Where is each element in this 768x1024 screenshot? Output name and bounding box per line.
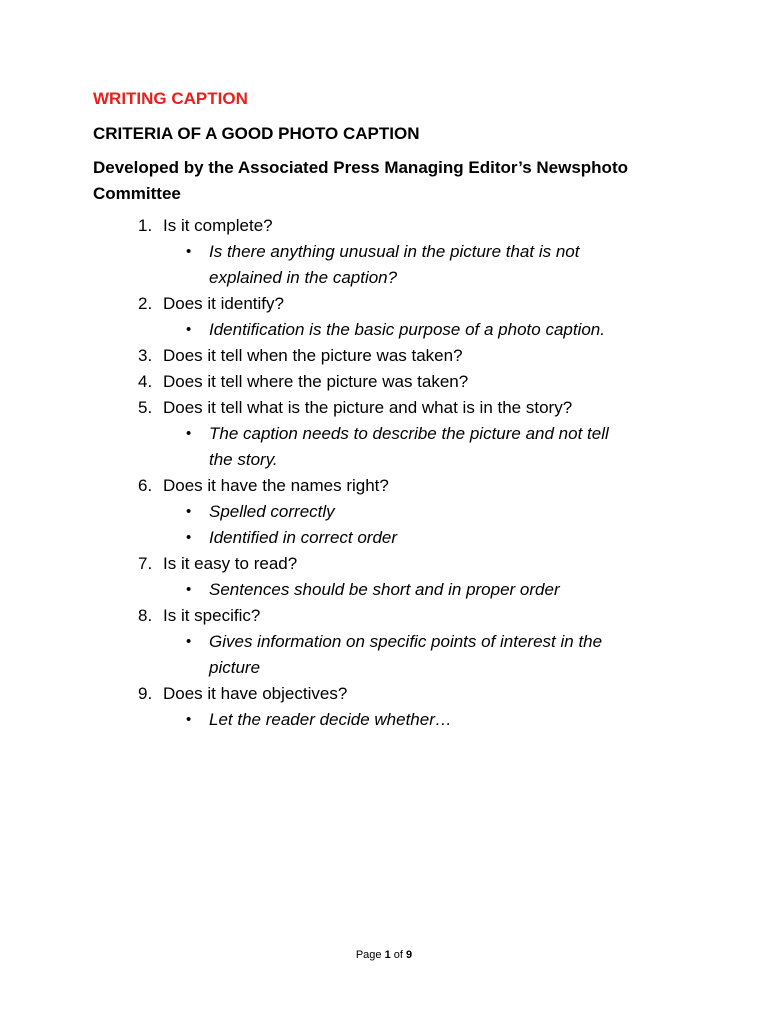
criterion-question: Does it tell where the picture was taken? [163,372,469,391]
criterion-note-text: Let the reader decide whether… [209,710,452,729]
criterion-question: Is it easy to read? [163,554,298,573]
criterion-number: 3. [138,346,153,365]
criterion-note [163,317,629,343]
page-of: of [393,949,403,961]
criterion-question: Does it have objectives? [163,684,348,703]
criterion-note-text: Spelled correctly [209,502,335,521]
criterion-note-text: Sentences should be short and in proper order [209,580,560,599]
criterion-number: 6. [138,476,153,495]
bullet-icon: • [186,633,192,650]
criterion-note-text: Is there anything unusual in the picture that is not explained in the caption? [209,242,580,287]
criterion-item [93,603,693,681]
document-subheading: CRITERIA OF A GOOD PHOTO CAPTION [93,124,420,143]
bullet-icon: • [186,711,192,728]
criterion-note-text: The caption needs to describe the picture and not tell the story. [209,424,609,469]
criterion-notes [163,239,693,291]
criterion-item [93,551,693,603]
criterion-item [93,681,693,733]
criterion-question: Is it specific? [163,606,261,625]
criterion-item [93,473,693,551]
criterion-note-text: Gives information on specific points of interest in the picture [209,632,603,677]
criterion-item [93,213,693,291]
document-content [93,86,693,733]
document-heading: WRITING CAPTION [93,89,248,108]
criterion-note [163,629,629,681]
criterion-notes [163,499,693,551]
bullet-icon: • [186,425,192,442]
criterion-item [93,343,693,369]
criteria-list [93,213,693,733]
criterion-question: Is it complete? [163,216,273,235]
criterion-note [163,421,629,473]
page-current: 1 [384,949,391,961]
page-footer [0,947,768,963]
bullet-icon: • [186,321,192,338]
criterion-notes [163,577,693,603]
criterion-note-text: Identification is the basic purpose of a photo caption. [209,320,605,339]
criterion-question: Does it tell when the picture was taken? [163,346,463,365]
criterion-number: 1. [138,216,153,235]
criterion-notes [163,317,693,343]
criterion-note [163,239,629,291]
criterion-notes [163,707,693,733]
developed-by-line: Developed by the Associated Press Managing Editor’s Newsphoto Committee [93,158,628,203]
criterion-note [163,707,629,733]
bullet-icon: • [186,503,192,520]
criterion-note [163,525,629,551]
criterion-notes [163,421,693,473]
page-total: 9 [406,949,413,961]
criterion-number: 7. [138,554,153,573]
criterion-number: 2. [138,294,153,313]
criterion-question: Does it identify? [163,294,284,313]
criterion-item [93,395,693,473]
bullet-icon: • [186,529,192,546]
criterion-number: 5. [138,398,153,417]
bullet-icon: • [186,243,192,260]
criterion-number: 8. [138,606,153,625]
criterion-number: 9. [138,684,153,703]
bullet-icon: • [186,581,192,598]
criterion-note [163,499,629,525]
page-word: Page [355,949,382,961]
criterion-question: Does it tell what is the picture and what is in the story? [163,398,573,417]
criterion-item [93,291,693,343]
criterion-number: 4. [138,372,153,391]
criterion-item [93,369,693,395]
criterion-note-text: Identified in correct order [209,528,398,547]
criterion-question: Does it have the names right? [163,476,389,495]
criterion-notes [163,629,693,681]
criterion-note [163,577,629,603]
